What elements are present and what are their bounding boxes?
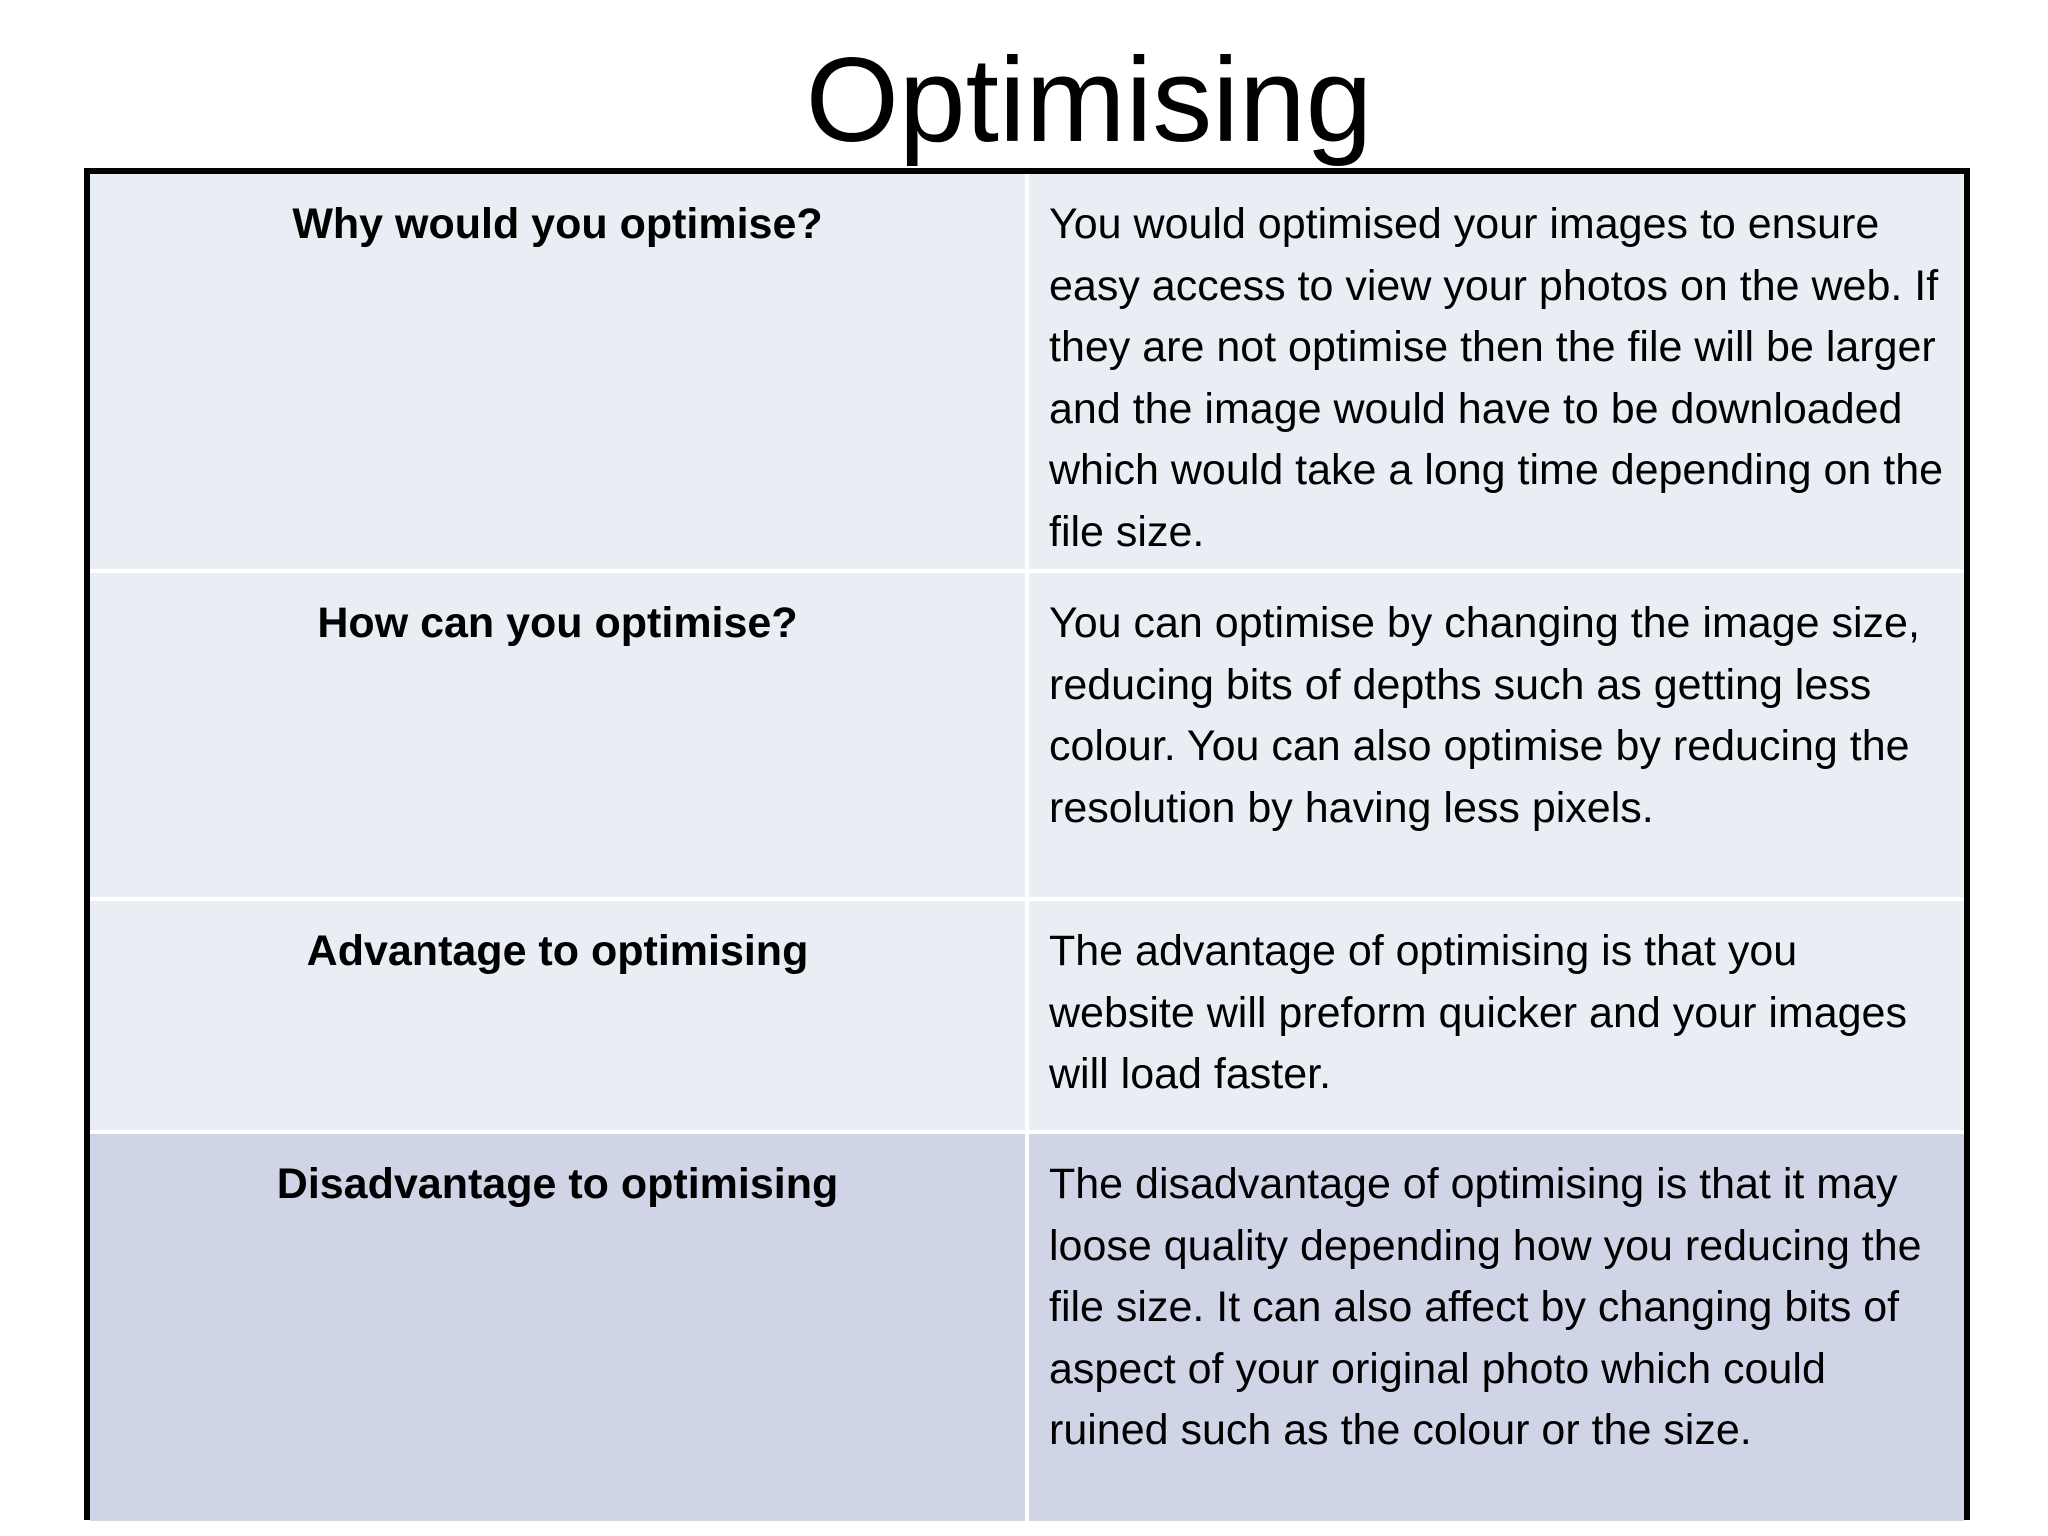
row-answer: You can optimise by changing the image size, reducing bits of depths such as getting less colour. You can also optimise by reducing the resolution by having less pixels. <box>1027 571 1964 899</box>
row-question: How can you optimise? <box>90 571 1027 899</box>
row-question: Why would you optimise? <box>90 174 1027 571</box>
row-answer: You would optimised your images to ensure easy access to view your photos on the web. If they are not optimise then the file will be larger and the image would have to be downloaded which would take a long time depending on the file size. <box>1027 174 1964 571</box>
table-row <box>90 899 1964 1132</box>
slide-title: Optimising <box>805 33 1373 167</box>
row-question: Disadvantage to optimising <box>90 1132 1027 1521</box>
table-row <box>90 571 1964 899</box>
optimising-table <box>84 168 1970 1520</box>
table-row <box>90 174 1964 571</box>
row-answer: The disadvantage of optimising is that it may loose quality depending how you reducing the file size. It can also affect by changing bits of aspect of your original photo which could ruined such as the colour or the size. <box>1027 1132 1964 1521</box>
row-answer: The advantage of optimising is that you website will preform quicker and your images will load faster. <box>1027 899 1964 1132</box>
table-row <box>90 1132 1964 1521</box>
row-question: Advantage to optimising <box>90 899 1027 1132</box>
